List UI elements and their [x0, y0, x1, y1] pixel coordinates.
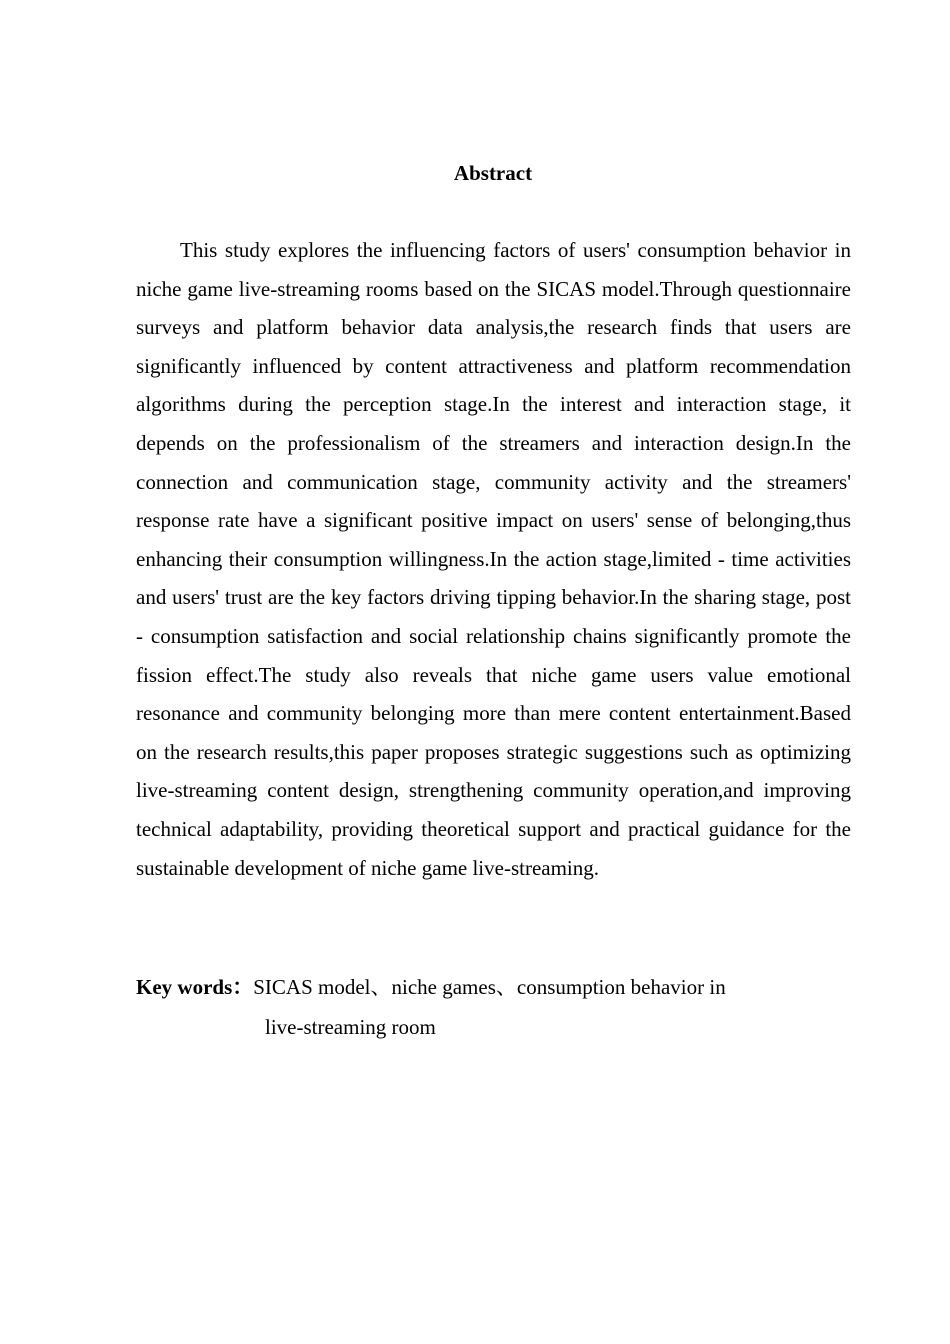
- keywords-section: [136, 967, 851, 1039]
- keywords-line-1: SICAS model、niche games、consumption behavior in: [253, 975, 726, 999]
- abstract-body: This study explores the influencing factors of users' consumption behavior in niche game live-streaming rooms based on the SICAS model.Through questionnaire surveys and platform behavior data analysis,the research finds that users are significantly influenced by content attractiveness and platform recommendation algorithms during the perception stage.In the interest and interaction stage, it depends on the professionalism of the streamers and interaction design.In the connection and communication stage, community activity and the streamers' response rate have a significant positive impact on users' sense of belonging,thus enhancing their consumption willingness.In the action stage,limited - time activities and users' trust are the key factors driving tipping behavior.In the sharing stage, post - consumption satisfaction and social relationship chains significantly promote the fission effect.The study also reveals that niche game users value emotional resonance and community belonging more than mere content entertainment.Based on the research results,this paper proposes strategic suggestions such as optimizing live-streaming content design, strengthening community operation,and improving technical adaptability, providing theoretical support and practical guidance for the sustainable development of niche game live-streaming.: [136, 238, 851, 880]
- keywords-label: Key words：: [136, 975, 254, 999]
- abstract-heading: Abstract: [453, 161, 533, 185]
- keywords-line-2: live-streaming room: [265, 1015, 436, 1039]
